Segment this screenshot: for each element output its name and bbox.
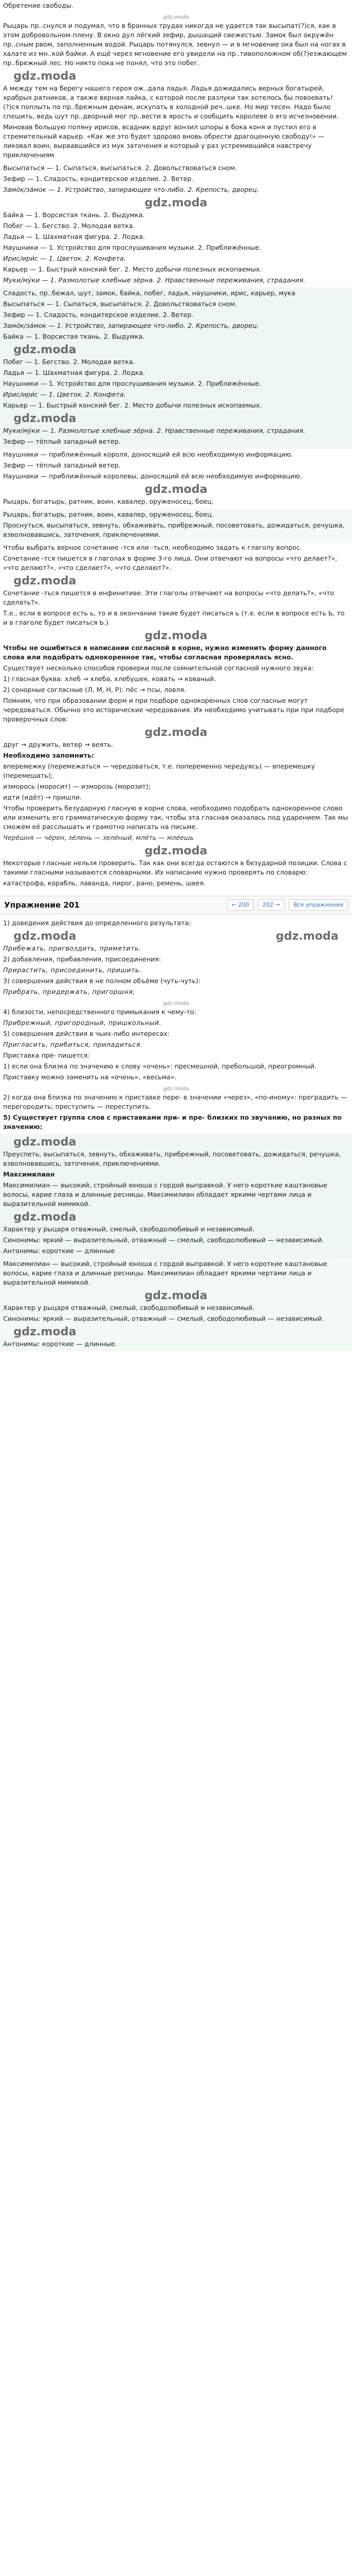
dict-entry: Байка — 1. Ворсистая ткань. 2. Выдумка. bbox=[3, 211, 145, 219]
all-exercises-button[interactable]: Все упражнения bbox=[289, 899, 348, 911]
ex-line: Антонимы: короткие — длинные bbox=[3, 1247, 115, 1255]
exercise-block bbox=[0, 917, 352, 1134]
dict-entry: Высыпаться — 1. Сыпаться, высыпаться. 2. Довольствоваться сном. bbox=[3, 300, 237, 308]
dict-entry: Ирис/ири́с — 1. Цветок. 2. Конфета. bbox=[3, 254, 126, 262]
exercise-answer-repeat bbox=[0, 1258, 352, 1351]
ex-line: 5) Существует группа слов с приставками при- и пре- близких по звучанию, но разных по значению: bbox=[3, 1113, 342, 1131]
theory-line: друг → дружить, ветер → веять. bbox=[3, 741, 113, 748]
next-exercise-label: 202 bbox=[262, 901, 274, 908]
ex-line: Характер у рыцаря отважный, смелый, свободолюбивый и независимый. bbox=[3, 1304, 255, 1312]
answers-block bbox=[0, 449, 352, 509]
theory-line: идти (идёт) → пришли. bbox=[3, 793, 82, 801]
page-bottom bbox=[0, 1351, 352, 1361]
watermark: gdz.moda bbox=[144, 845, 208, 857]
theory-line: Чтобы выбрать верное сочетание -тся или -ться, необходимо задать к глаголу вопрос. bbox=[3, 544, 302, 551]
answer-line: Зефир — тёплый западный ветер. bbox=[3, 461, 121, 469]
watermark: gdz.moda bbox=[13, 1211, 77, 1224]
next-exercise-button[interactable]: 202 → bbox=[258, 899, 285, 911]
theory-line: Сочетание -тся пишется в глаголах в форме 3-го лица. Они отвечают на вопросы «что делает?», «что делают?», «что сделает?», «что сделают?». bbox=[3, 554, 338, 571]
theory-line: Некоторые гласные нельзя проверить. Так как они всегда остаются в безударной позиции. Слова с такими гласными называются словарными. Их написание нужно проверять по словарю: bbox=[3, 859, 347, 876]
theory-line: 2) сонорные согласные (Л, М, Н, Р): пёс → псы, ловля. bbox=[3, 686, 186, 694]
word-list: Сладость, пр..бежал, шут, замок, байка, побег, ладья, наушники, ирис, карьер, мука bbox=[3, 289, 296, 297]
dict-entry: Муки/му́ки — 1. Размолотые хлебные зёрна. 2. Нравственные переживания, страдания. bbox=[3, 427, 305, 434]
ex-line: 4) близости, непосредственного примыкания к чему-то: bbox=[3, 1008, 196, 1016]
ex-line: Максимилиан bbox=[3, 1170, 55, 1178]
ex-line: Максимилиан — высокий, стройный юноша с гордой выправкой. У него короткие каштановые волосы, карие глаза и длинные ресницы. Максимилиан обладает яркими чертами лица и выразительной мимикой. bbox=[3, 1260, 328, 1286]
ex-line: Антонимы: короткие — длинные. bbox=[3, 1340, 117, 1348]
watermark: gdz.moda bbox=[13, 412, 77, 425]
ex-line: Максимилиан — высокий, стройный юноша с гордой выправкой. У него короткие каштановые волосы, карие глаза и длинные ресницы. Максимилиан обладает яркими чертами лица и выразительной мимикой. bbox=[3, 1181, 328, 1208]
ex-line: Прибрежный, пригородный, пришкольный. bbox=[3, 1019, 162, 1027]
story-title: Обретение свободы. bbox=[3, 2, 74, 9]
dict-entry: Муки/му́ки — 1. Размолотые хлебные зёрна. 2. Нравственные переживания, страдания. bbox=[3, 276, 305, 284]
watermark: gdz.moda bbox=[163, 14, 189, 20]
dict-entry: Замо́к/за́мок — 1. Устройство, запирающее что-либо. 2. Крепость, дворец. bbox=[3, 322, 259, 329]
ex-line: Преуспеть, высыпаться, зевнуть, обхаживать, прибрежный, посоветовать, дожидаться, речушка, взволновавшись, заточения, приключениями. bbox=[3, 1150, 341, 1167]
watermark: gdz.moda bbox=[144, 197, 208, 209]
dict-entry: Побег — 1. Бегство. 2. Молодая ветка. bbox=[3, 222, 135, 230]
ex-line: Прибрать, придержать, пригоршня; bbox=[3, 988, 136, 996]
ex-line: Характер у рыцаря отважный, смелый, свободолюбивый и независимый. bbox=[3, 1225, 255, 1233]
watermark: gdz.moda bbox=[13, 1325, 77, 1338]
watermark: gdz.moda bbox=[13, 575, 77, 587]
dict-entry: Высыпаться — 1. Сыпаться, высыпаться. 2. Довольствоваться сном. bbox=[3, 164, 237, 172]
dict-entry: Карьер — 1. Быстрый конский бег. 2. Место добычи полезных ископаемых. bbox=[3, 265, 262, 273]
watermark: gdz.moda bbox=[144, 1289, 208, 1302]
answer-line: Рыцарь, богатырь, ратник, воин, кавалер, оруженосец, боец. bbox=[3, 498, 214, 505]
theory-line: изморось (моросит) — изморозь (морозит); bbox=[3, 782, 151, 790]
dict-entry: Зефир — тёплый западный ветер. bbox=[3, 438, 121, 445]
theory-line: Т.е., если в вопросе есть ь, то и в окончании такие будет писаться ь (т.е. если в вопросе есть Ь, то и в глаголе будет писаться Ь.) bbox=[3, 609, 345, 626]
ex-line: Прибежать, пригвоздить, приметить. bbox=[3, 944, 141, 952]
ex-line: Прирастить, присоединить, пришить. bbox=[3, 966, 142, 974]
theory-line: Чтобы не ошибиться в написании согласной в корне, нужно изменить форму данного слова или подобрать однокоренное так, чтобы согласная проверялась ясно. bbox=[3, 644, 327, 661]
dict-entry: Ирис/ири́с — 1. Цветок. 2. Конфета. bbox=[3, 390, 126, 398]
answer-line: Наушники — приближённый короля, доносящий ей всю необходимую информацию. bbox=[3, 450, 294, 458]
theory-line: Необходимо запомнить: bbox=[3, 751, 94, 759]
ex-line: Синонимы: яркий — выразительный, отважный — смелый, свободолюбивый — независимый. bbox=[3, 1315, 324, 1322]
watermark: gdz.moda bbox=[144, 483, 208, 496]
theory-line: 1) гласная буква: хлеб → хлеба, хлебушек, ковать → кованый. bbox=[3, 675, 216, 683]
exercise-title: Упражнение 201 bbox=[4, 900, 80, 910]
dict-entry: Ладья — 1. Шахматная фигура. 2. Лодка. bbox=[3, 233, 145, 240]
theory-line: катастрофа, корабль, лаванда, пирог, рано, ремень, швея. bbox=[3, 879, 206, 887]
theory-line: Помним, что при образовании форм и при подборе однокоренных слов согласные могут чередоваться. Обычно это исторические чередования. Их необходимо учитывать при при подборе проверочных слов: bbox=[3, 697, 344, 723]
watermark: gdz.moda bbox=[13, 930, 77, 943]
ex-line: Пригласить, прибиться, приладиться. bbox=[3, 1041, 143, 1048]
answers-highlight bbox=[0, 509, 352, 542]
exercise-answer-block bbox=[0, 1134, 352, 1258]
dict-entry: Побег — 1. Бегство. 2. Молодая ветка. bbox=[3, 358, 135, 366]
ex-line: Приставку можно заменить на «очень», «весьма». bbox=[3, 1073, 177, 1081]
watermark: gdz.moda bbox=[13, 1136, 77, 1149]
answer-line: Наушники — приближённый королевы, доносящий ей всю необходимую информацию. bbox=[3, 472, 302, 480]
dict-entry: Зефир — 1. Сладость, кондитерское изделие. 2. Ветер. bbox=[3, 311, 194, 319]
theory-line: вперемежку (перемежаться — чередоваться, т.е. попеременно чередуясь) — вперемешку (перемешать); bbox=[3, 762, 315, 779]
theory-line: Чтобы проверить безударную гласную в корне слова, необходимо подобрать однокоренное слово или изменить его грамматическую форму так, чтобы эта гласная оказалась под ударением. Так мы сможем её расслышать и грамотно написать на письме. bbox=[3, 804, 348, 831]
ex-line: 2) добавления, прибавления, присоединения: bbox=[3, 955, 161, 963]
dict-entry: Наушники — 1. Устройство для прослушивания музыки. 2. Приближённые. bbox=[3, 244, 261, 251]
ex-line: 1) если она близка по значению к слову «очень»: пресмешной, пребольшой, преогромный. bbox=[3, 1062, 317, 1070]
dict-entry: Зефир — 1. Сладость, кондитерское изделие. 2. Ветер. bbox=[3, 175, 194, 183]
ex-line: 5) совершения действия в чьих-либо интересах: bbox=[3, 1030, 170, 1037]
dict-entry: Наушники — 1. Устройство для прослушивания музыки. 2. Приближённые. bbox=[3, 380, 261, 387]
watermark: gdz.moda bbox=[13, 70, 77, 83]
story-paragraph: А между тем на берегу нашего героя ож..дала ладья. Ладья дожидались верных богатырей, храбрых ратников, а также верная лайка, с которой после разлуки так хотелось бы повоевать! (?)ся поплыть по пр..брежным дюнам, искупать в холодной реч..шке. Но мир тесен. Надо было спешить, ведь шут пр..дворный мог пр..вести в ярость и сообщить королеве о его исчезновении. bbox=[3, 84, 339, 120]
story-block bbox=[0, 0, 352, 162]
watermark: gdz.moda bbox=[144, 726, 208, 739]
ex-line: Приставка пре- пишется: bbox=[3, 1051, 90, 1059]
ex-line: 2) когда она близка по значению к приставке пере- в значении «через», «по-иному»: преградить — перегородить; преступить — переступить. bbox=[3, 1093, 347, 1110]
dict-entry: Карьер — 1. Быстрый конский бег. 2. Место добычи полезных ископаемых. bbox=[3, 401, 262, 409]
theory-line: Сочетание -ться пишется в инфинитиве. Эти глаголы отвечают на вопросы «что делать?», «что сделать?». bbox=[3, 589, 334, 606]
theory-block bbox=[0, 542, 352, 891]
answer-line: Проснуться, высыпаться, зевнуть, обхаживать, прибрежный, посоветовать, дожидаться, речушка, взволновавшись, заточения, приключениями. bbox=[3, 521, 345, 538]
story-paragraph: Рыцарь пр..снулся и подумал, что в бранных трудах никогда не удается так высыпат(?)ся, как в этом добровольном плену. В окно дул лёгкий зефир, дышащий свежестью. Замок был окружён пр..сным рвом, заполненным водой. Рыцарь потянулся, зевнул — и в мгновение ока был на ногах в халате из мн..кой байки. А ещё через мгновение его увидели на пр..тивоположном об(?)езжающем пр..брежный лес. Но никто пока не понял, что это побег. bbox=[3, 22, 347, 67]
watermark: gdz.moda bbox=[275, 930, 339, 943]
ex-line: 1) доведения действия до определенного результата: bbox=[3, 919, 191, 927]
ex-line: Синонимы: яркий — выразительный, отважный — смелый, свободолюбивый — независимый. bbox=[3, 1236, 324, 1244]
dict-entry: Байка — 1. Ворсистая ткань. 2. Выдумка. bbox=[3, 333, 145, 340]
dict-entry: Ладья — 1. Шахматная фигура. 2. Лодка. bbox=[3, 369, 145, 376]
story-paragraph: Миновав большую поляну ирисов, всадник вдруг вонзил шпоры в бока коня и пустил его в стремительный карьер. «Как же это будет здорово вновь обрести драгоценную свободу!» — ликовал воин, вырвавшийся из мук заточения и который у раз устремившийся навстречу приключениям bbox=[3, 123, 325, 159]
answer-line: Рыцарь, богатырь, ратник, воин, кавалер, оруженосец, боец. bbox=[3, 510, 214, 518]
exercise-header bbox=[0, 896, 352, 914]
prev-exercise-label: 200 bbox=[238, 901, 250, 908]
theory-line: Чере́шня — че́рен, зе́лень — зелёный, мле́ть — мле́ешь bbox=[3, 834, 194, 841]
highlight-block bbox=[0, 288, 352, 449]
watermark: gdz.moda bbox=[163, 1086, 189, 1092]
watermark: gdz.moda bbox=[144, 629, 208, 642]
prev-exercise-button[interactable]: ← 200 bbox=[227, 899, 254, 911]
watermark: gdz.moda bbox=[163, 1001, 189, 1006]
exercise-nav bbox=[227, 899, 348, 911]
ex-line: 3) совершения действия в не полном объёме (чуть-чуть): bbox=[3, 977, 201, 985]
theory-line: Существует несколько способов проверки после сомнительной согласной нужного звука: bbox=[3, 664, 314, 672]
dictionary-block bbox=[0, 162, 352, 288]
watermark: gdz.moda bbox=[13, 343, 77, 356]
dict-entry: Замо́к/за́мок — 1. Устройство, запирающее что-либо. 2. Крепость, дворец. bbox=[3, 186, 259, 193]
